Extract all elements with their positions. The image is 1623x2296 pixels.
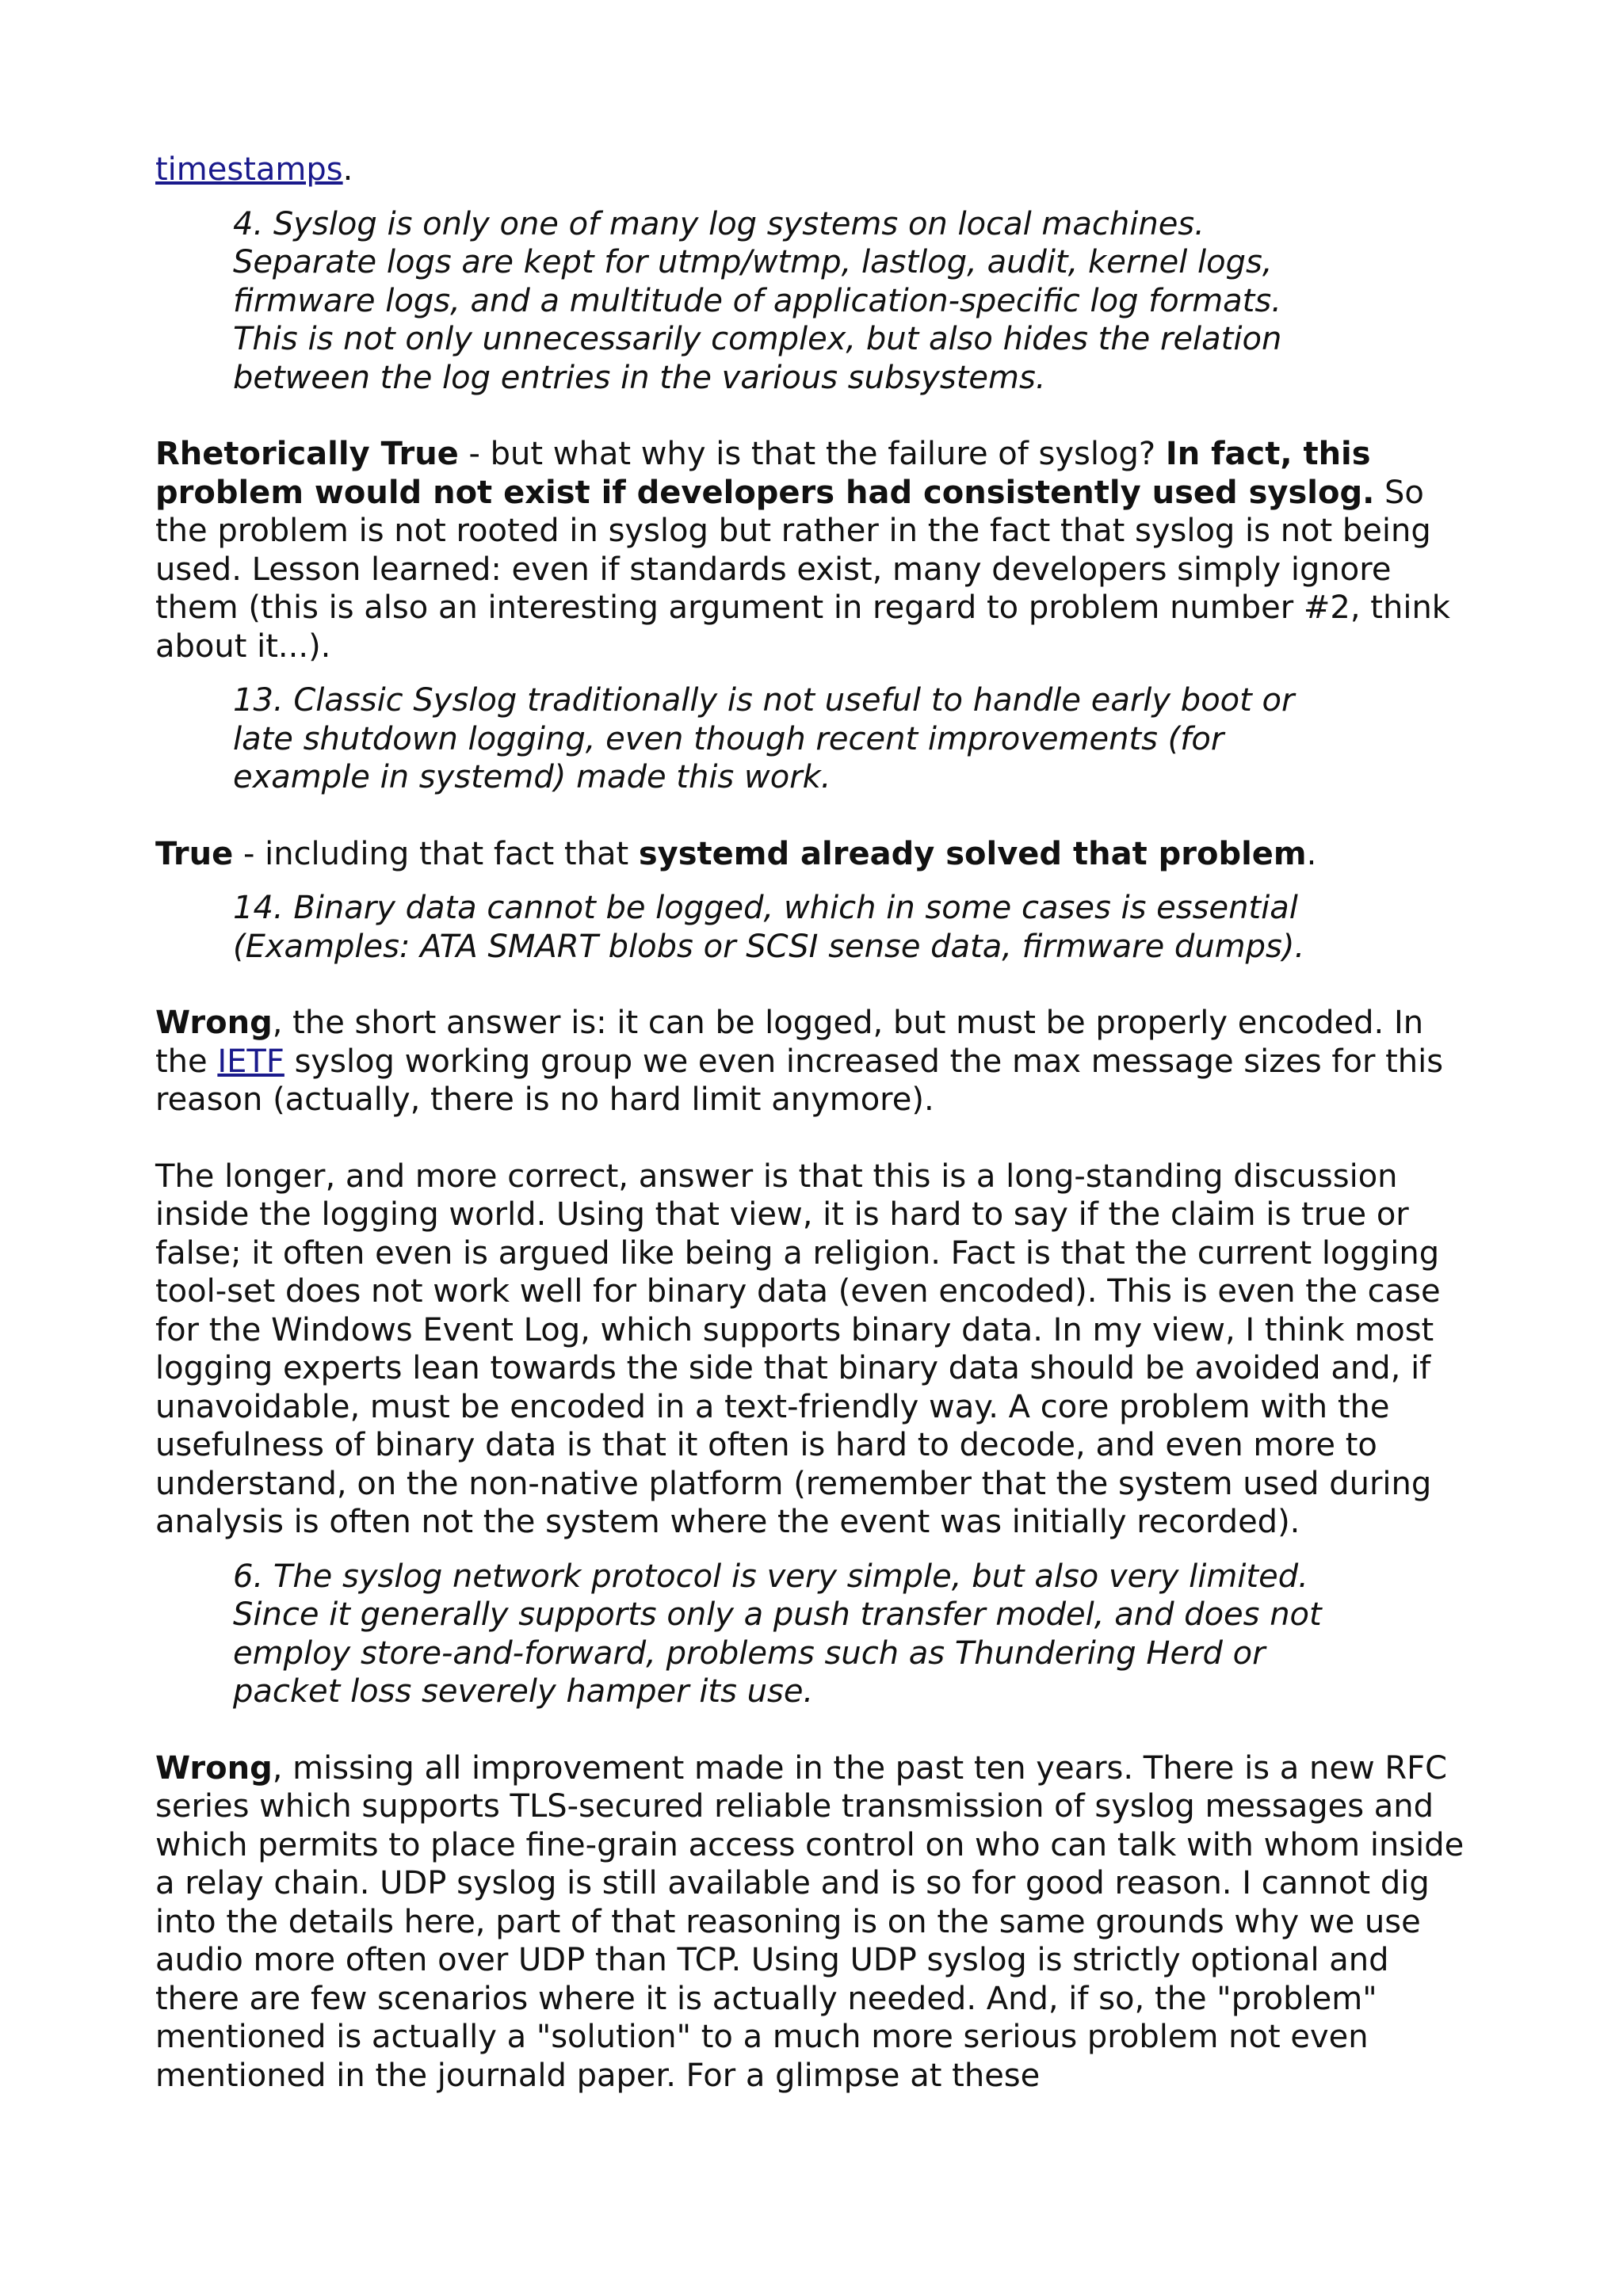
response-text: So the problem is not rooted in syslog but rather in the fact that syslog is not being used. Lesson learned: even if standards exist, many developers simply ignore them (this is also an interesting argument in regard to problem number #2, think about it...). <box>155 474 1450 665</box>
quote-line: employ store-and-forward, problems such as Thundering Herd or <box>233 1634 1266 1672</box>
quote-line: example in systemd) made this work. <box>233 759 831 795</box>
intro-line <box>155 151 1479 189</box>
verdict-label: Wrong <box>155 1749 273 1787</box>
response-text: syslog working group we even increased the max message sizes for this reason (actually, there is no hard limit anymore). <box>155 1043 1444 1118</box>
verdict-label: Rhetorically True <box>155 436 459 472</box>
intro-period: . <box>342 151 353 188</box>
quote-line: 6. The syslog network protocol is very simple, but also very limited. <box>233 1558 1308 1595</box>
response-emphasis: systemd already solved that problem <box>638 835 1307 872</box>
response-wrong-network <box>155 1749 1479 2096</box>
response-text: , the short answer is: it can be logged, but must be properly encoded. In the <box>155 1005 1424 1080</box>
quote-line: 4. Syslog is only one of many log systems on local machines. <box>233 205 1205 242</box>
response-text: - including that fact that <box>233 835 639 872</box>
quote-item-6 <box>233 1558 1406 1711</box>
paragraph-longer-answer: The longer, and more correct, answer is that this is a long-standing discussion inside the logging world. Using that view, it is hard to say if the claim is true or false; it often even is argued like being a religion. Fact is that the current logging tool-set does not work well for binary data (even encoded). This is even the case for the Windows Event Log, which supports binary data. In my view, I think most logging experts lean towards the side that binary data should be avoided and, if unavoidable, must be encoded in a text-friendly way. A core problem with the usefulness of binary data is that it often is hard to decode, and even more to understand, on the non-native platform (remember that the system used during analysis is often not the system where the event was initially recorded). <box>155 1158 1441 1540</box>
timestamps-link[interactable]: timestamps <box>155 151 343 188</box>
quote-line: firmware logs, and a multitude of application-specific log formats. <box>233 282 1281 319</box>
verdict-label: True <box>155 835 234 872</box>
quote-line: Separate logs are kept for utmp/wtmp, lastlog, audit, kernel logs, <box>233 244 1273 280</box>
quote-line: Since it generally supports only a push transfer model, and does not <box>233 1596 1322 1633</box>
response-wrong-binary <box>155 1004 1479 1119</box>
quote-line: (Examples: ATA SMART blobs or SCSI sense data, firmware dumps). <box>233 928 1305 965</box>
quote-item-14 <box>233 889 1406 966</box>
quote-line: 14. Binary data cannot be logged, which in some cases is essential <box>233 890 1298 926</box>
response-text: - but what why is that the failure of syslog? <box>458 436 1166 472</box>
quote-line: This is not only unnecessarily complex, but also hides the relation <box>233 321 1282 357</box>
verdict-label: Wrong <box>155 1005 273 1041</box>
quote-item-13 <box>233 681 1406 797</box>
quote-line: packet loss severely hamper its use. <box>233 1673 814 1710</box>
quote-line: between the log entries in the various subsystems. <box>233 359 1046 396</box>
quote-item-4 <box>233 205 1406 398</box>
quote-line: 13. Classic Syslog traditionally is not useful to handle early boot or <box>233 682 1295 719</box>
document-page <box>155 151 1479 2095</box>
response-rhetorically-true <box>155 435 1479 666</box>
response-true <box>155 835 1479 874</box>
response-emphasis: In fact, this problem would not exist if developers had consistently used syslog. <box>155 436 1375 511</box>
ietf-link[interactable]: IETF <box>217 1043 285 1080</box>
quote-line: late shutdown logging, even though recent improvements (for <box>233 720 1224 757</box>
response-text: , missing all improvement made in the past ten years. There is a new RFC series which supports TLS-secured reliable transmission of syslog messages and which permits to place fine-grain access control on who can talk with whom inside a relay chain. UDP syslog is still available and is so for good reason. I cannot dig into the details here, part of that reasoning is on the same grounds why we use audio more often over UDP than TCP. Using UDP syslog is strictly optional and there are few scenarios where it is actually needed. And, if so, the "problem" mentioned is actually a "solution" to a much more serious problem not even mentioned in the journald paper. For a glimpse at these <box>155 1749 1465 2094</box>
response-text: . <box>1306 835 1317 872</box>
